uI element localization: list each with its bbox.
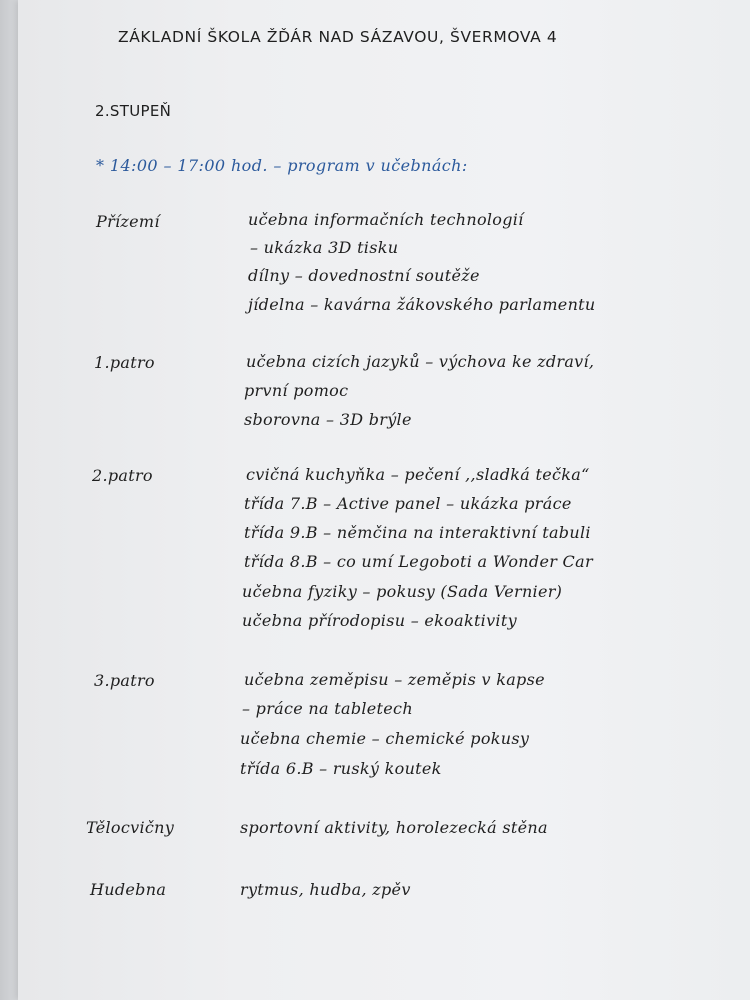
room-line: rytmus, hudba, zpěv [240,880,411,899]
floor-label-2-patro: 2.patro [92,466,153,485]
floor-label-prizemi: Přízemí [96,212,160,231]
room-line: sportovní aktivity, horolezecká stěna [240,818,548,837]
room-line: – práce na tabletech [242,699,413,718]
room-line: učebna chemie – chemické pokusy [240,729,530,748]
document-title: ZÁKLADNÍ ŠKOLA ŽĎÁR NAD SÁZAVOU, ŠVERMOVA 4 [118,28,558,46]
schedule-note: * 14:00 – 17:00 hod. – program v učebnách: [96,156,468,175]
room-line: třída 8.B – co umí Legoboti a Wonder Car [244,552,593,571]
room-line: třída 6.B – ruský koutek [240,759,442,778]
floor-label-hudebna: Hudebna [90,880,167,899]
floor-label-1-patro: 1.patro [94,353,155,372]
room-line: cvičná kuchyňka – pečení ,,sladká tečka“ [246,465,590,484]
room-line: první pomoc [244,381,349,400]
room-line: třída 9.B – němčina na interaktivní tabuli [244,523,591,542]
room-line: jídelna – kavárna žákovského parlamentu [248,295,596,314]
room-line: učebna přírodopisu – ekoaktivity [242,611,517,630]
room-line: učebna informačních technologií [248,210,524,229]
room-line: třída 7.B – Active panel – ukázka práce [244,494,572,513]
page-edge-shadow [0,0,18,1000]
room-line: učebna cizích jazyků – výchova ke zdraví, [246,352,595,371]
room-line: – ukázka 3D tisku [250,238,399,257]
room-line: dílny – dovednostní soutěže [248,266,480,285]
room-line: učebna zeměpisu – zeměpis v kapse [244,670,545,689]
floor-label-3-patro: 3.patro [94,671,155,690]
room-line: učebna fyziky – pokusy (Sada Vernier) [242,582,563,601]
room-line: sborovna – 3D brýle [244,410,412,429]
stage-heading: 2.STUPEŇ [95,102,172,120]
floor-label-telocvicny: Tělocvičny [86,818,175,837]
